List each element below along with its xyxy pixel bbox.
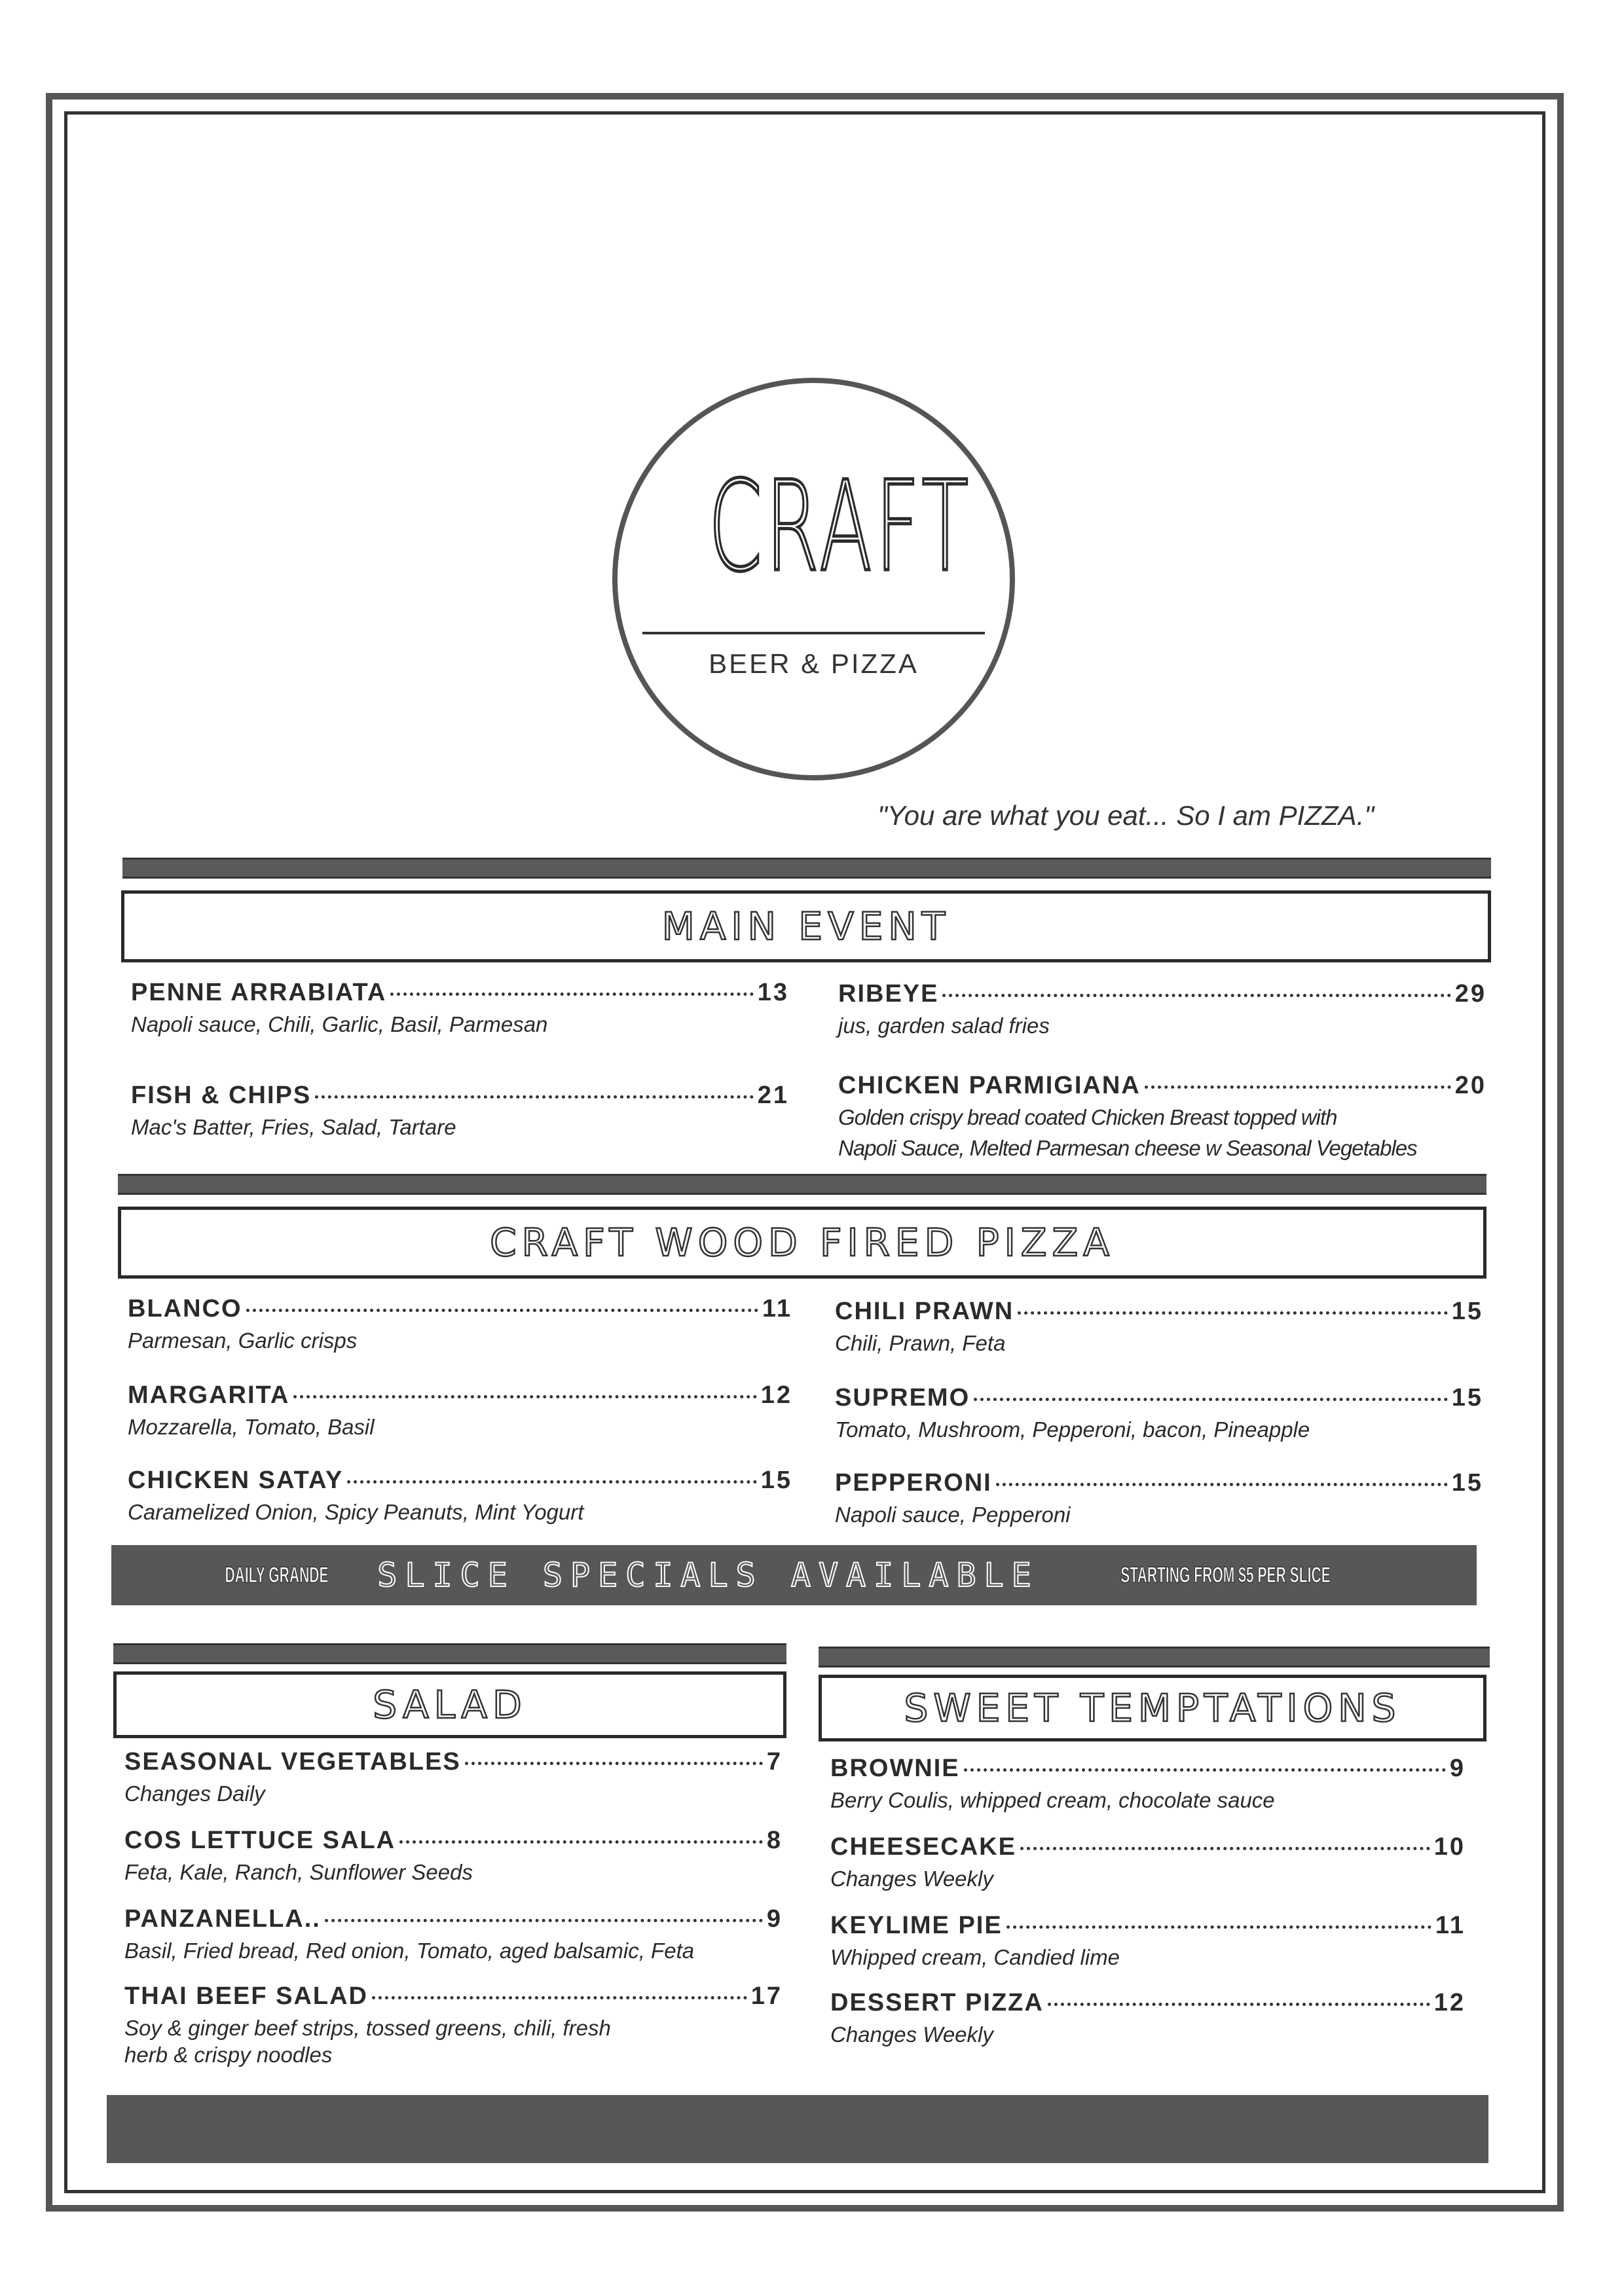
item-description: Napoli sauce, Pepperoni xyxy=(835,1503,1071,1527)
section-title: SWEET TEMPTATIONS xyxy=(904,1686,1401,1730)
item-description: Soy & ginger beef strips, tossed greens, chili, fresh xyxy=(124,2016,611,2040)
item-description: Changes Weekly xyxy=(830,1867,993,1891)
item-description: Napoli sauce, Chili, Garlic, Basil, Parmesan xyxy=(131,1012,548,1036)
menu-item xyxy=(838,1072,1486,1162)
leader-dots xyxy=(974,1398,1448,1401)
section-bar xyxy=(819,1647,1490,1667)
item-price: 11 xyxy=(762,1295,792,1322)
item-description: Parmesan, Garlic crisps xyxy=(128,1328,358,1353)
main-event-right-column xyxy=(838,980,1486,1176)
pizza-left-column xyxy=(128,1295,792,1531)
menu-item xyxy=(835,1298,1483,1357)
footer-bar xyxy=(107,2095,1488,2163)
item-description: Feta, Kale, Ranch, Sunflower Seeds xyxy=(124,1860,473,1884)
menu-item xyxy=(838,980,1486,1039)
leader-dots xyxy=(399,1840,763,1844)
leader-dots xyxy=(1020,1847,1430,1850)
leader-dots xyxy=(1006,1925,1431,1929)
item-price: 15 xyxy=(1451,1469,1483,1497)
leader-dots xyxy=(1018,1311,1448,1315)
item-price: 13 xyxy=(757,979,789,1006)
banner-suffix: STARTING FROM $5 PER SLICE xyxy=(1120,1562,1331,1588)
salad-column xyxy=(124,1748,783,2068)
section-header-main-event xyxy=(121,890,1491,962)
section-title: CRAFT WOOD FIRED PIZZA xyxy=(490,1220,1115,1265)
item-price: 8 xyxy=(766,1827,783,1854)
brand-logo xyxy=(612,378,1015,780)
item-price: 17 xyxy=(750,1982,783,2010)
item-name: BLANCO xyxy=(128,1295,242,1322)
item-price: 9 xyxy=(766,1905,783,1933)
menu-item xyxy=(128,1295,792,1354)
item-name: KEYLIME PIE xyxy=(830,1912,1003,1939)
item-description: Golden crispy bread coated Chicken Breast topped with xyxy=(838,1105,1337,1129)
item-price: 12 xyxy=(760,1381,792,1409)
item-name: CHICKEN SATAY xyxy=(128,1467,344,1494)
section-bar xyxy=(122,858,1491,879)
item-name: CHILI PRAWN xyxy=(835,1298,1014,1325)
item-price: 12 xyxy=(1433,1989,1466,2016)
item-name: PENNE ARRABIATA xyxy=(131,979,387,1006)
leader-dots xyxy=(293,1395,756,1398)
menu-item xyxy=(124,1827,783,1886)
item-name: BROWNIE xyxy=(830,1755,960,1782)
section-header-salad xyxy=(113,1671,786,1738)
item-price: 9 xyxy=(1449,1755,1466,1782)
item-description: Mozzarella, Tomato, Basil xyxy=(128,1415,375,1439)
banner-headline: SLICE SPECIALS AVAILABLE xyxy=(377,1556,1039,1594)
logo-divider xyxy=(642,632,985,634)
item-price: 15 xyxy=(1451,1298,1483,1325)
item-description: Changes Weekly xyxy=(830,2022,993,2047)
brand-name: CRAFT xyxy=(708,454,972,599)
leader-dots xyxy=(1048,2003,1430,2006)
item-name: MARGARITA xyxy=(128,1381,290,1409)
item-description: Whipped cream, Candied lime xyxy=(830,1945,1120,1969)
item-name: CHICKEN PARMIGIANA xyxy=(838,1072,1141,1099)
leader-dots xyxy=(315,1095,753,1099)
item-price: 11 xyxy=(1435,1912,1466,1939)
item-description: jus, garden salad fries xyxy=(838,1013,1050,1038)
item-price: 21 xyxy=(757,1082,789,1109)
section-bar xyxy=(113,1643,786,1664)
item-name: PANZANELLA.. xyxy=(124,1905,321,1933)
leader-dots xyxy=(347,1480,756,1484)
sweet-temptations-column xyxy=(830,1755,1466,2056)
leader-dots xyxy=(996,1483,1448,1486)
item-name: SEASONAL VEGETABLES xyxy=(124,1748,461,1776)
menu-item xyxy=(830,1989,1466,2048)
item-name: RIBEYE xyxy=(838,980,939,1008)
item-name: THAI BEEF SALAD xyxy=(124,1982,368,2010)
item-description: Caramelized Onion, Spicy Peanuts, Mint Yogurt xyxy=(128,1500,584,1524)
leader-dots xyxy=(1145,1085,1451,1089)
item-price: 15 xyxy=(1451,1384,1483,1412)
item-name: PEPPERONI xyxy=(835,1469,992,1497)
menu-item xyxy=(830,1755,1466,1813)
menu-item xyxy=(835,1384,1483,1443)
section-title: MAIN EVENT xyxy=(661,904,951,949)
leader-dots xyxy=(325,1919,763,1922)
tagline: "You are what you eat... So I am PIZZA." xyxy=(877,800,1375,831)
menu-item xyxy=(830,1833,1466,1892)
item-description: Mac's Batter, Fries, Salad, Tartare xyxy=(131,1115,456,1139)
menu-item xyxy=(124,1905,783,1964)
item-description: Tomato, Mushroom, Pepperoni, bacon, Pineapple xyxy=(835,1417,1310,1442)
slice-specials-banner xyxy=(111,1545,1477,1605)
item-description-line2: herb & crispy noodles xyxy=(124,2043,333,2068)
leader-dots xyxy=(964,1768,1446,1772)
menu-item xyxy=(124,1748,783,1807)
item-price: 15 xyxy=(760,1467,792,1494)
item-name: DESSERT PIZZA xyxy=(830,1989,1044,2016)
item-description: Changes Daily xyxy=(124,1781,265,1806)
leader-dots xyxy=(372,1996,747,1999)
section-title: SALAD xyxy=(373,1683,527,1727)
menu-item xyxy=(830,1912,1466,1971)
item-price: 20 xyxy=(1454,1072,1486,1099)
item-price: 7 xyxy=(766,1748,783,1776)
item-description-line2: Napoli Sauce, Melted Parmesan cheese w Seasonal Vegetables xyxy=(838,1136,1417,1161)
item-description: Berry Coulis, whipped cream, chocolate sauce xyxy=(830,1788,1275,1812)
item-description: Basil, Fried bread, Red onion, Tomato, aged balsamic, Feta xyxy=(124,1939,695,1963)
menu-item xyxy=(131,1082,789,1140)
item-name: SUPREMO xyxy=(835,1384,970,1412)
menu-item xyxy=(835,1469,1483,1528)
banner-prefix: DAILY GRANDE xyxy=(225,1562,329,1588)
brand-subtitle: BEER & PIZZA xyxy=(709,648,919,679)
item-name: COS LETTUCE SALA xyxy=(124,1827,396,1854)
item-description: Chili, Prawn, Feta xyxy=(835,1331,1006,1355)
pizza-right-column xyxy=(835,1298,1483,1533)
item-price: 10 xyxy=(1433,1833,1466,1861)
menu-item xyxy=(131,979,789,1038)
menu-item xyxy=(128,1467,792,1525)
section-bar xyxy=(118,1174,1486,1195)
item-name: FISH & CHIPS xyxy=(131,1082,312,1109)
leader-dots xyxy=(465,1762,763,1765)
section-header-pizza xyxy=(118,1207,1486,1279)
main-event-left-column xyxy=(131,979,789,1175)
leader-dots xyxy=(942,994,1450,997)
menu-item xyxy=(128,1381,792,1440)
leader-dots xyxy=(390,993,753,996)
item-name: CHEESECAKE xyxy=(830,1833,1016,1861)
menu-item xyxy=(124,1982,783,2069)
leader-dots xyxy=(246,1309,758,1312)
item-price: 29 xyxy=(1454,980,1486,1008)
section-header-sweet-temptations xyxy=(819,1675,1486,1741)
